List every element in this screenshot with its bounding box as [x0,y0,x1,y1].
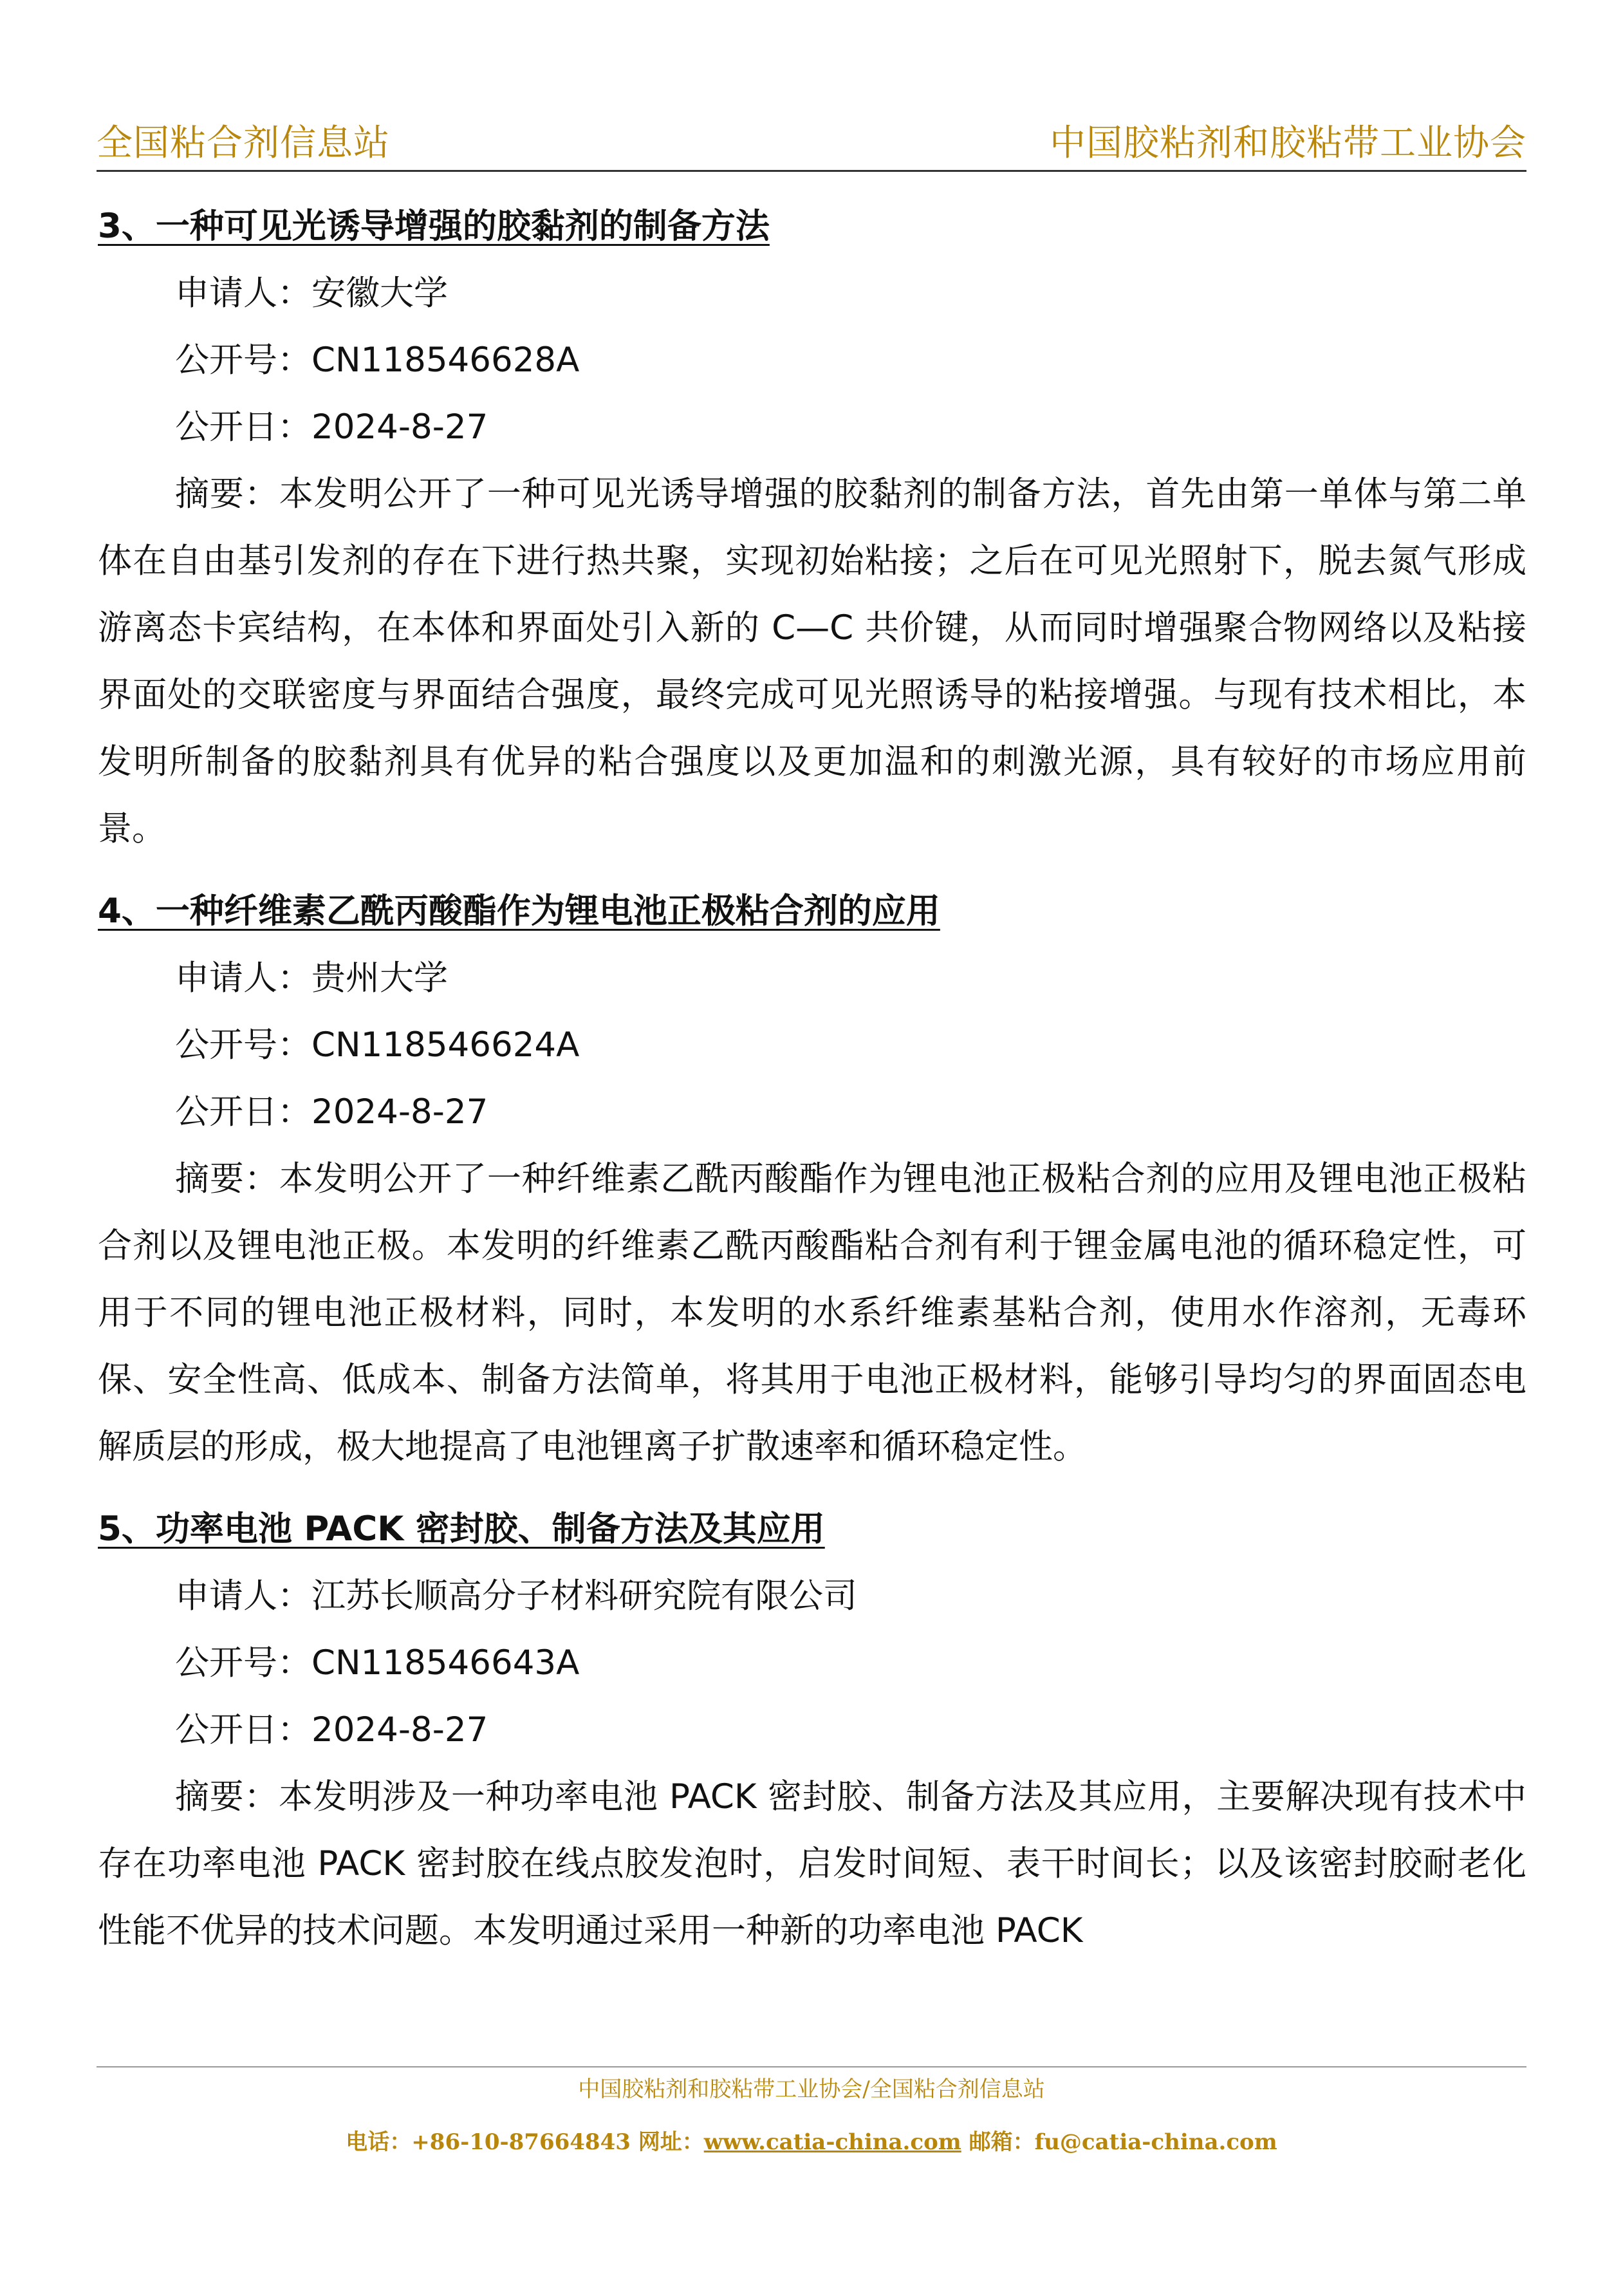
applicant: 申请人：江苏长顺高分子材料研究院有限公司 [175,1576,857,1616]
main-content [98,193,1526,1965]
footer-website-link[interactable]: www.catia-china.com [703,2129,961,2155]
abstract: 摘要：本发明公开了一种可见光诱导增强的胶黏剂的制备方法，首先由第一单体与第二单体在自由基引发剂的存在下进行热共聚，实现初始粘接；之后在可见光照射下，脱去氮气形成游离态卡宾结构，在本体和界面处引入新的 C—C 共价键，从而同时增强聚合物网络以及粘接界面处的交联密度与界面结合强度，最终完成可见光照诱导的粘接增强。与现有技术相比，本发明所制备的胶黏剂具有优异的粘合强度以及更加温和的刺激光源，具有较好的市场应用前景。 [98,474,1526,848]
patent-title: 3、一种可见光诱导增强的胶黏剂的制备方法 [98,207,770,246]
header-left-title: 全国粘合剂信息站 [97,122,390,164]
abstract: 摘要：本发明涉及一种功率电池 PACK 密封胶、制备方法及其应用，主要解决现有技术中存在功率电池 PACK 密封胶在线点胶发泡时，启发时间短、表干时间长；以及该密封胶耐老化性能不优异的技术问题。本发明通过采用一种新的功率电池 PACK [98,1777,1526,1950]
publication-number: 公开号：CN118546624A [175,1025,580,1065]
abstract: 摘要：本发明公开了一种纤维素乙酰丙酸酯作为锂电池正极粘合剂的应用及锂电池正极粘合剂以及锂电池正极。本发明的纤维素乙酰丙酸酯粘合剂有利于锂金属电池的循环稳定性，可用于不同的锂电池正极材料，同时，本发明的水系纤维素基粘合剂，使用水作溶剂，无毒环保、安全性高、低成本、制备方法简单，将其用于电池正极材料，能够引导均匀的界面固态电解质层的形成，极大地提高了电池锂离子扩散速率和循环稳定性。 [98,1159,1526,1466]
publication-number: 公开号：CN118546643A [175,1643,580,1683]
footer-organization: 中国胶粘剂和胶粘带工业协会/全国粘合剂信息站 [578,2077,1045,2102]
footer-phone: 电话：+86-10-87664843 网址： [346,2129,704,2155]
applicant: 申请人：贵州大学 [175,958,448,998]
footer-email: 邮箱：fu@catia-china.com [961,2129,1277,2155]
publication-number: 公开号：CN118546628A [175,341,580,380]
footer-divider [97,2066,1526,2067]
publication-date: 公开日：2024-8-27 [175,1710,488,1750]
patent-title: 5、功率电池 PACK 密封胶、制备方法及其应用 [98,1509,825,1549]
publication-date: 公开日：2024-8-27 [175,1092,488,1132]
patent-entry-4 [98,878,1526,1480]
applicant: 申请人：安徽大学 [175,274,448,313]
patent-entry-3 [98,193,1526,863]
page-header [97,115,1526,172]
footer-contact [0,2124,1623,2156]
patent-entry-5 [98,1496,1526,1965]
header-right-title: 中国胶粘剂和胶粘带工业协会 [1050,122,1526,164]
patent-title: 4、一种纤维素乙酰丙酸酯作为锂电池正极粘合剂的应用 [98,891,940,931]
publication-date: 公开日：2024-8-27 [175,407,488,447]
